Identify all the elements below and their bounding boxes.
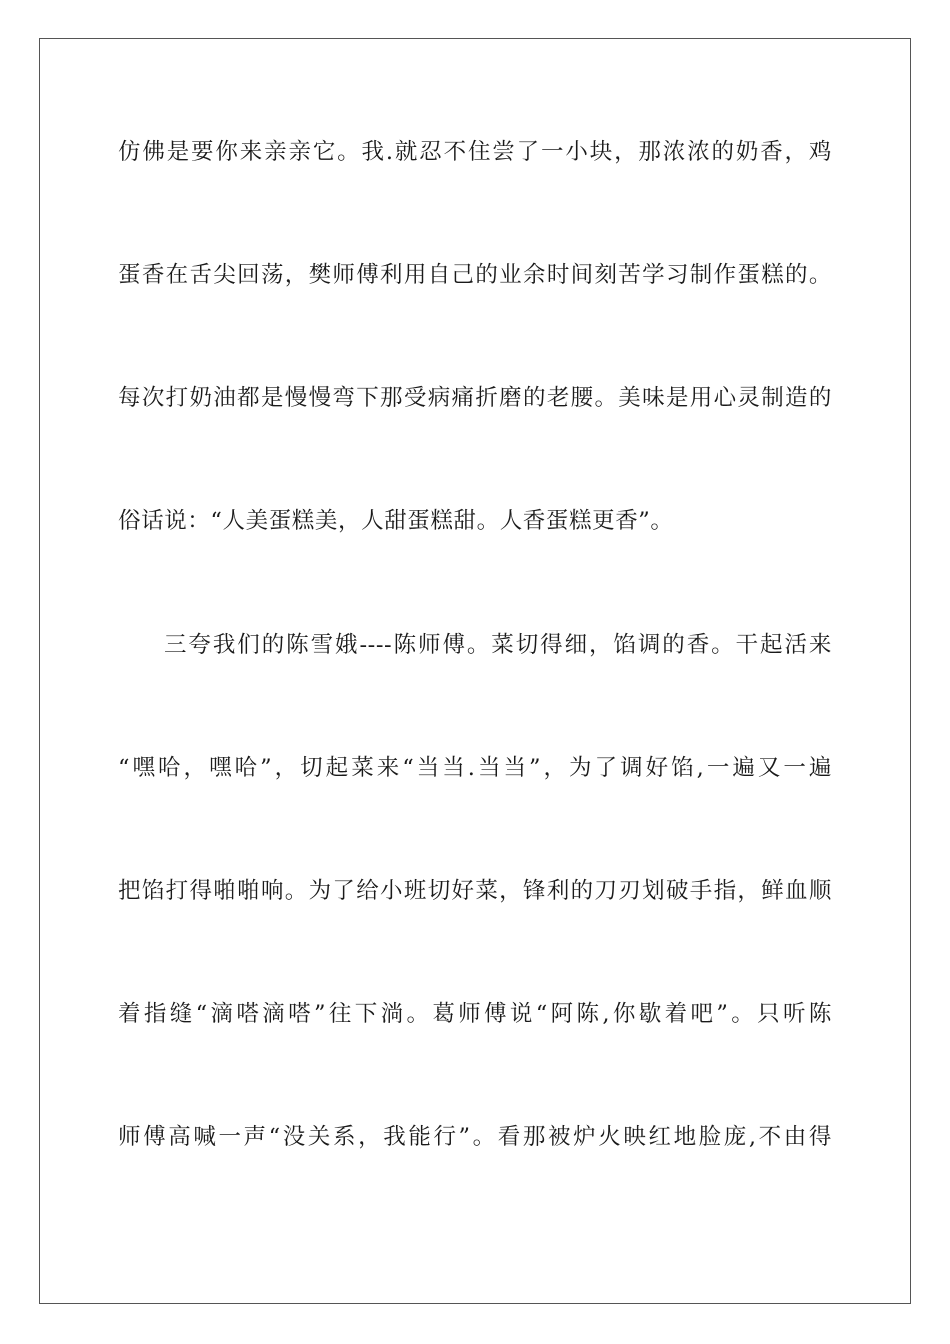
page-border [39,38,911,1304]
text-line-3: 每次打奶油都是慢慢弯下那受病痛折磨的老腰。美味是用心灵制造的 [118,385,832,411]
text-line-7: 把馅打得啪啪响。为了给小班切好菜，锋利的刀刃划破手指，鲜血顺 [118,878,832,904]
text-line-9: 师傅高喊一声“没关系，我能行”。看那被炉火映红地脸庞,不由得 [118,1124,832,1150]
text-line-4: 俗话说：“人美蛋糕美，人甜蛋糕甜。人香蛋糕更香”。 [118,508,674,534]
text-line-1: 仿佛是要你来亲亲它。我.就忍不住尝了一小块，那浓浓的奶香，鸡 [118,139,832,165]
text-line-6: “嘿哈，嘿哈”，切起菜来“当当.当当”，为了调好馅,一遍又一遍 [118,755,832,781]
text-line-8: 着指缝“滴嗒滴嗒”往下淌。葛师傅说“阿陈,你歇着吧”。只听陈 [118,1001,832,1027]
text-line-5: 三夸我们的陈雪娥----陈师傅。菜切得细，馅调的香。干起活来 [164,632,832,658]
text-line-2: 蛋香在舌尖回荡，樊师傅利用自己的业余时间刻苦学习制作蛋糕的。 [118,262,832,288]
